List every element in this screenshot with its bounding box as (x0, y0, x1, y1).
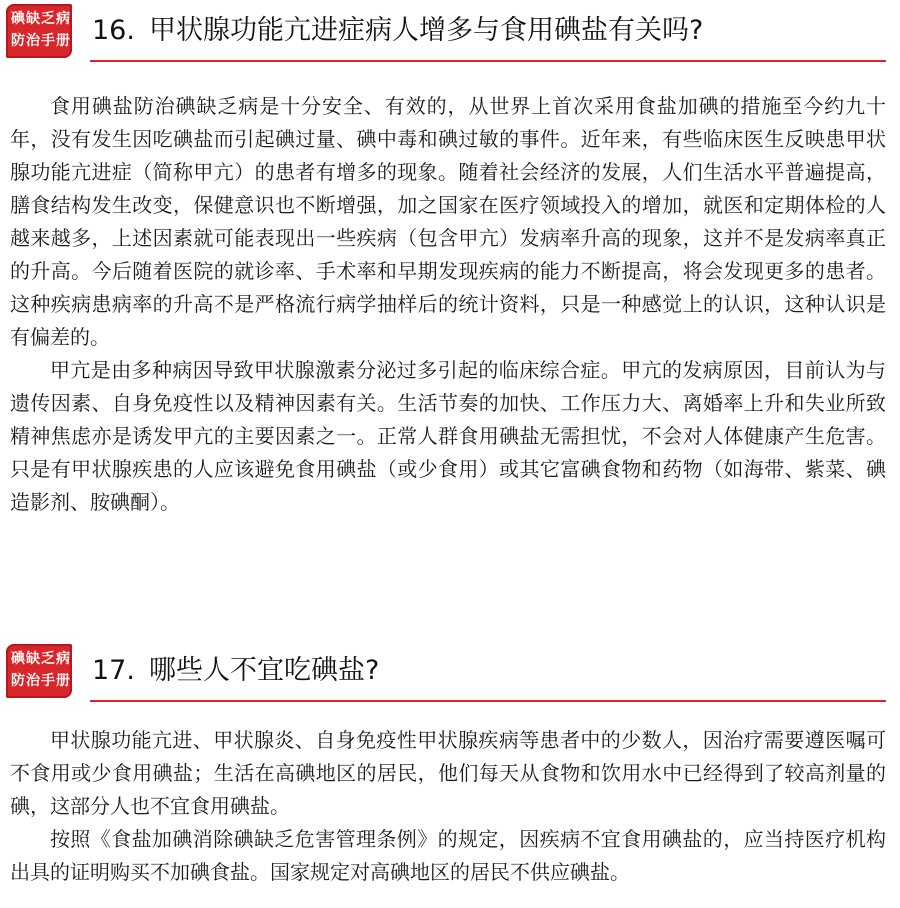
header-divider (90, 700, 886, 702)
question-17-title (92, 653, 379, 689)
question-16-paragraph-1: 食用碘盐防治碘缺乏病是十分安全、有效的，从世界上首次采用食盐加碘的措施至今约九十年，没有发生因吃碘盐而引起碘过量、碘中毒和碘过敏的事件。近年来，有些临床医生反映患甲状腺功能亢进症（简称甲亢）的患者有增多的现象。随着社会经济的发展，人们生活水平普遍提高，膳食结构发生改变，保健意识也不断增强，加之国家在医疗领域投入的增加，就医和定期体检的人越来越多，上述因素就可能表现出一些疾病（包含甲亢）发病率升高的现象，这并不是发病率真正的升高。今后随着医院的就诊率、手术率和早期发现疾病的能力不断提高，将会发现更多的患者。这种疾病患病率的升高不是严格流行病学抽样后的统计资料，只是一种感觉上的认识，这种认识是有偏差的。 (10, 94, 886, 349)
badge-line-1: 碘缺乏病 (11, 11, 71, 27)
question-16-paragraph-2: 甲亢是由多种病因导致甲状腺激素分泌过多引起的临床综合症。甲亢的发病原因，目前认为与遗传因素、自身免疫性以及精神因素有关。生活节奏的加快、工作压力大、离婚率上升和失业所致精神焦虑亦是诱发甲亢的主要因素之一。正常人群食用碘盐无需担忧，不会对人体健康产生危害。只是有甲状腺疾患的人应该避免食用碘盐（或少食用）或其它富碘食物和药物（如海带、紫菜、碘造影剂、胺碘酮）。 (10, 358, 886, 514)
badge-line-1: 碘缺乏病 (11, 651, 71, 667)
question-17-header (0, 640, 900, 706)
question-16-number: 16. (92, 15, 135, 46)
header-divider (90, 60, 886, 62)
badge-line-2: 防治手册 (11, 33, 71, 49)
question-17-section (0, 640, 900, 889)
question-16-header (0, 0, 900, 66)
question-17-number: 17. (92, 655, 135, 686)
handbook-seal-badge (6, 644, 72, 698)
question-17-title-text: 哪些人不宜吃碘盐? (148, 655, 380, 686)
question-17-paragraph-2: 按照《食盐加碘消除碘缺乏危害管理条例》的规定，因疾病不宜食用碘盐的，应当持医疗机构出具的证明购买不加碘食盐。国家规定对高碘地区的居民不供应碘盐。 (10, 827, 886, 884)
question-17-paragraph-1: 甲状腺功能亢进、甲状腺炎、自身免疫性甲状腺疾病等患者中的少数人，因治疗需要遵医嘱可不食用或少食用碘盐；生活在高碘地区的居民，他们每天从食物和饮用水中已经得到了较高剂量的碘，这部分人也不宜食用碘盐。 (10, 728, 886, 818)
question-16-title-text: 甲状腺功能亢进症病人增多与食用碘盐有关吗? (148, 15, 704, 46)
badge-line-2: 防治手册 (11, 673, 71, 689)
handbook-seal-badge (6, 4, 72, 58)
question-16-title (92, 13, 703, 49)
